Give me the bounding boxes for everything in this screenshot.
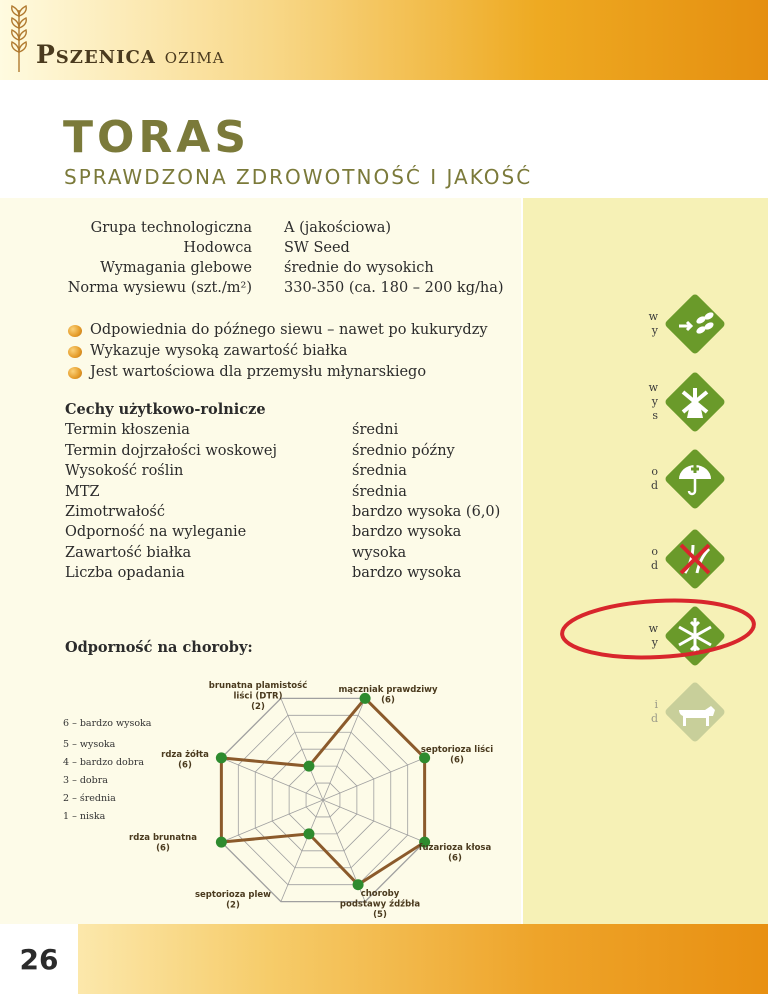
- radar-point: [216, 837, 227, 848]
- feature-label: [523, 310, 658, 338]
- yield-icon: [663, 292, 727, 356]
- trait-label: Termin dojrzałości woskowej: [65, 442, 277, 459]
- cow-icon: [663, 680, 727, 744]
- radar-axis-label: choroby: [360, 889, 400, 899]
- feature-label-line: w: [648, 381, 658, 394]
- feature-label: [523, 698, 658, 726]
- feature-label-line: w: [648, 622, 658, 635]
- feature-label: [523, 545, 658, 573]
- trait-value: bardzo wysoka (6,0): [352, 503, 501, 520]
- trait-value: średnia: [352, 463, 407, 480]
- radar-axis-label: (6): [381, 695, 395, 706]
- radar-axis-label: podstawy źdźbła: [339, 899, 421, 910]
- feature-label-line: w: [648, 310, 658, 323]
- windmill-icon: [663, 370, 727, 434]
- trait-label: Wysokość roślin: [65, 463, 184, 480]
- resistance-radar-chart: [129, 670, 520, 924]
- resistance-title: Odporność na choroby:: [65, 639, 253, 656]
- feature-label: [523, 381, 658, 423]
- bottom-banner: [0, 924, 768, 994]
- info-value: A (jakościowa): [284, 220, 392, 236]
- crop-type-heading: Pszenica ozima: [36, 40, 225, 69]
- feature-label-line: d: [650, 712, 658, 725]
- radar-axis-label: rdza brunatna: [129, 833, 197, 843]
- trait-label: Termin kłoszenia: [65, 422, 190, 439]
- info-label: Grupa technologiczna: [90, 220, 252, 236]
- scale-label: 6 – bardzo wysoka: [63, 718, 152, 729]
- scale-label: 3 – dobra: [63, 775, 108, 786]
- list-item: [68, 341, 488, 362]
- trait-label: Liczba opadania: [65, 565, 185, 582]
- table-row: [65, 441, 505, 461]
- table-row: [65, 522, 505, 542]
- variety-tagline: SPRAWDZONA ZDROWOTNOŚĆ I JAKOŚĆ: [64, 165, 533, 189]
- radar-axis-label: (6): [448, 853, 462, 864]
- table-row: [65, 461, 505, 481]
- list-item-text: Odpowiednia do późnego siewu – nawet po kukurydzy: [90, 322, 488, 338]
- feature-label-line: i: [654, 698, 658, 711]
- list-item-text: Jest wartościowa dla przemysłu młynarskiego: [90, 364, 427, 380]
- trait-value: średnia: [352, 483, 407, 500]
- trait-value: średnio późny: [352, 442, 455, 459]
- radar-point: [303, 761, 314, 772]
- scale-label: 4 – bardzo dobra: [63, 757, 145, 768]
- traits-title: Cechy użytkowo-rolnicze: [65, 401, 266, 418]
- info-label: Wymagania glebowe: [100, 260, 252, 276]
- radar-axis-label: (5): [373, 910, 387, 920]
- feature-label-line: d: [650, 479, 658, 492]
- radar-axis-label: brunatna plamistość: [208, 681, 308, 691]
- bullet-icon: [68, 346, 82, 358]
- trait-label: Odporność na wyleganie: [65, 524, 247, 541]
- feature-label-line: y: [651, 324, 658, 337]
- list-item-text: Wykazuje wysoką zawartość białka: [90, 343, 348, 359]
- trait-value: bardzo wysoka: [352, 565, 462, 582]
- traits-table: [65, 400, 505, 584]
- scale-label: 2 – średnia: [63, 793, 116, 804]
- trait-value: bardzo wysoka: [352, 524, 462, 541]
- trait-label: Zimotrwałość: [65, 503, 165, 520]
- radar-axis-label: (6): [450, 755, 464, 766]
- info-value: 330-350 (ca. 180 – 200 kg/ha): [284, 280, 504, 296]
- radar-axis-label: fuzarioza kłosa: [418, 843, 492, 853]
- feature-label: [523, 465, 658, 493]
- feature-label-line: y: [651, 395, 658, 408]
- table-row: [65, 482, 505, 502]
- radar-axis-label: septorioza plew: [194, 890, 272, 900]
- radar-axis-label: (6): [178, 760, 192, 771]
- variety-name: TORAS: [63, 112, 251, 163]
- radar-axis-label: (6): [156, 843, 170, 854]
- info-value: średnie do wysokich: [284, 260, 434, 276]
- radar-axis-label: (2): [251, 702, 265, 712]
- table-row: [65, 563, 505, 583]
- table-row: [65, 543, 505, 563]
- feature-label-line: o: [651, 465, 658, 478]
- feature-label-line: s: [652, 409, 658, 422]
- feature-label-line: d: [650, 559, 658, 572]
- scale-label: 1 – niska: [63, 811, 106, 822]
- info-value: SW Seed: [284, 240, 350, 256]
- trait-label: MTZ: [65, 483, 100, 500]
- bullet-icon: [68, 367, 82, 379]
- radar-axis-label: liści (DTR): [233, 691, 283, 702]
- scale-label: 5 – wysoka: [63, 739, 116, 750]
- radar-axis-label: septorioza liści: [420, 745, 494, 755]
- lodging-icon: [663, 527, 727, 591]
- table-row: [65, 502, 505, 522]
- list-item: [68, 320, 488, 341]
- list-item: [68, 362, 488, 383]
- wheat-icon: [6, 2, 32, 74]
- info-label: Norma wysiewu (szt./m²): [67, 280, 252, 296]
- highlight-circle: [558, 596, 758, 662]
- radar-point: [216, 752, 227, 763]
- radar-axis-label: mączniak prawdziwy: [338, 685, 438, 695]
- bullet-icon: [68, 325, 82, 337]
- radar-point: [303, 828, 314, 839]
- trait-value: wysoka: [352, 544, 407, 561]
- feature-label-line: y: [651, 636, 658, 649]
- radar-axis-label: (2): [226, 900, 240, 911]
- umbrella-icon: [663, 447, 727, 511]
- info-label: Hodowca: [183, 240, 252, 256]
- page-number: 26: [0, 924, 78, 994]
- highlights-list: [68, 320, 488, 383]
- radar-axis-label: rdza żółta: [161, 750, 209, 760]
- feature-label-line: o: [651, 545, 658, 558]
- table-row: [65, 420, 505, 440]
- trait-value: średni: [352, 422, 399, 439]
- trait-label: Zawartość białka: [65, 544, 192, 561]
